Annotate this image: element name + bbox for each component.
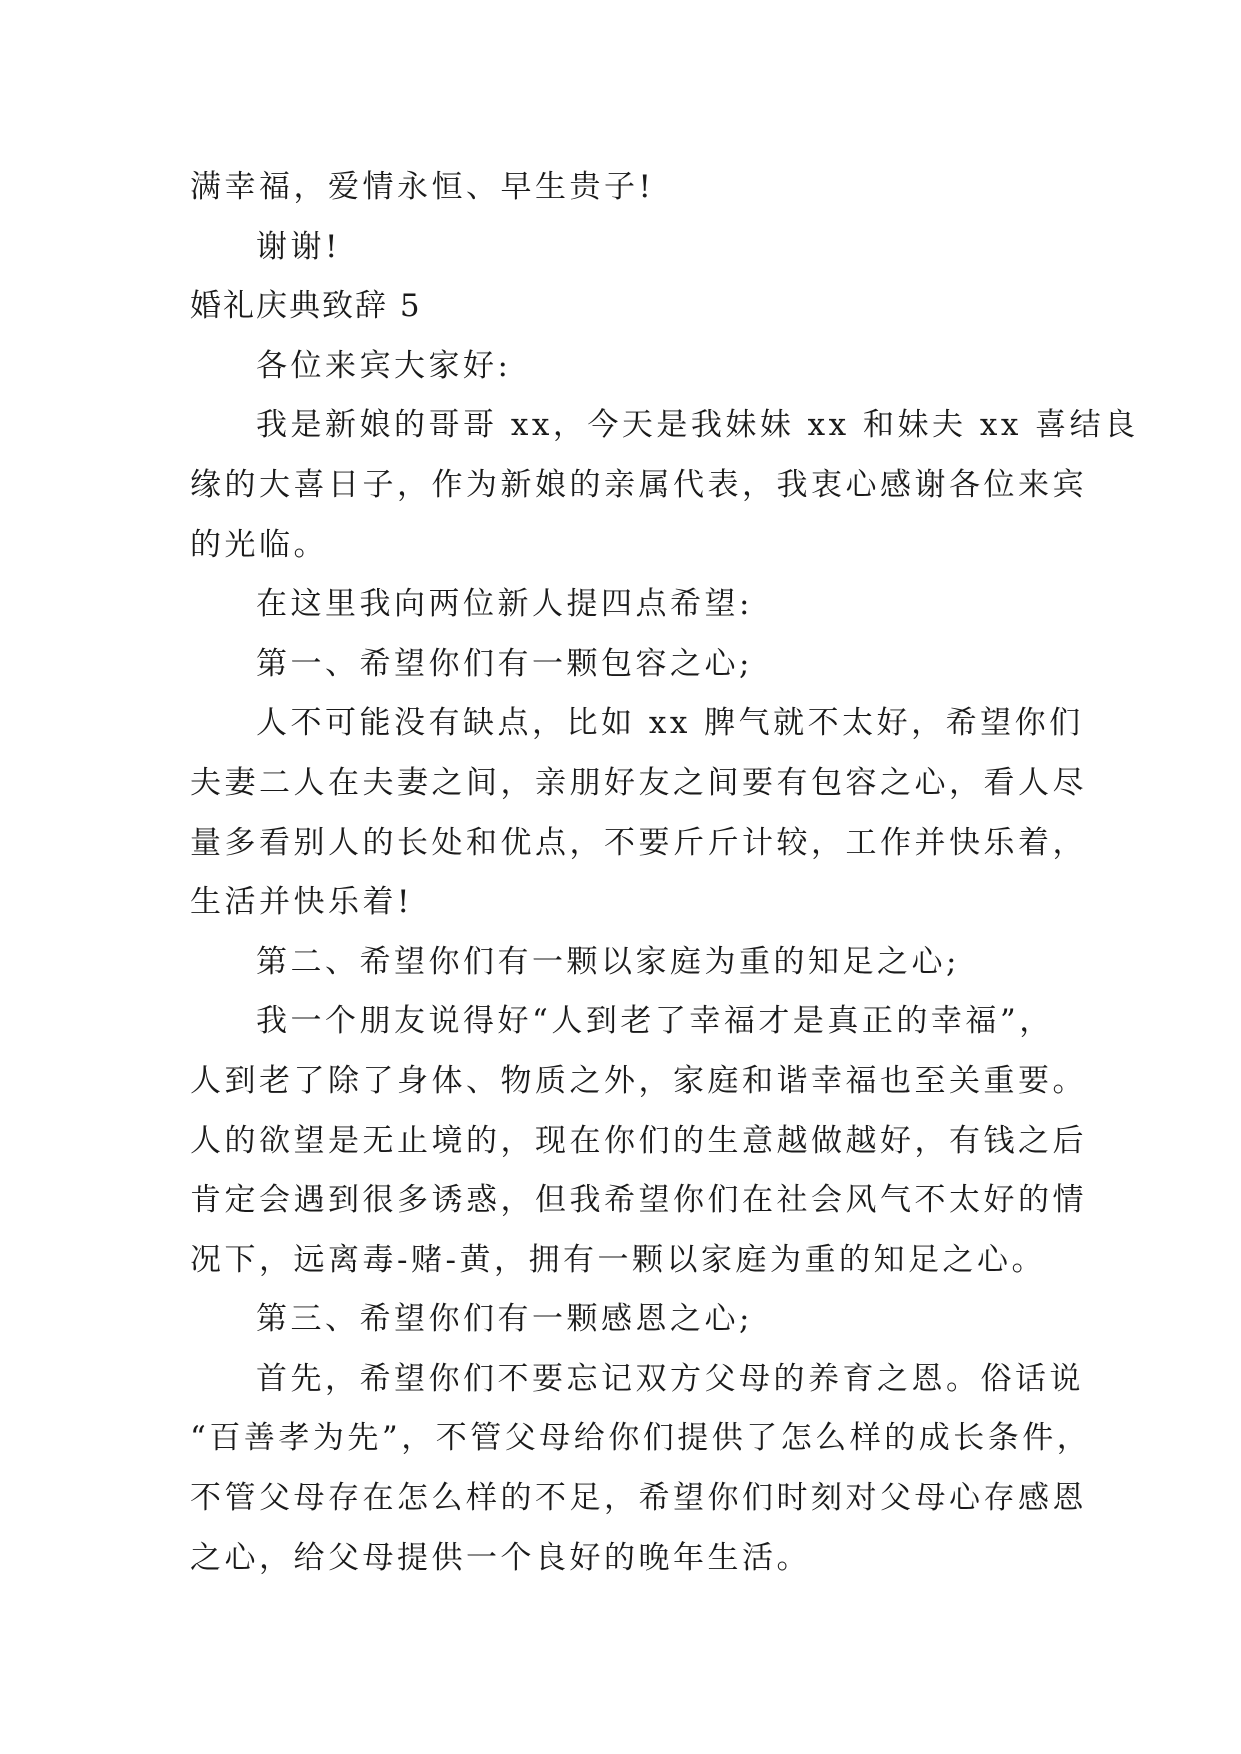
text-line: 量多看别人的长处和优点，不要斤斤计较，工作并快乐着， [190,824,1087,861]
text-line: 人到老了除了身体、物质之外，家庭和谐幸福也至关重要。 [190,1062,1087,1099]
text-line: 不管父母存在怎么样的不足，希望你们时刻对父母心存感恩 [190,1480,1087,1517]
text-line: 满幸福，爱情永恒、早生贵子! [190,169,655,205]
text-line: 第三、希望你们有一颗感恩之心; [256,1301,753,1338]
section-heading: 婚礼庆典致辞 5 [190,288,422,325]
text-line: 第一、希望你们有一颗包容之心; [256,645,753,682]
document-body [190,158,1139,1588]
text-line: 的光临。 [190,526,328,563]
text-line: 我一个朋友说得好“人到老了幸福才是真正的幸福”， [256,1003,1054,1040]
text-line: 之心，给父母提供一个良好的晚年生活。 [190,1539,811,1576]
text-line: 况下，远离毒-赌-黄，拥有一颗以家庭为重的知足之心。 [190,1241,1046,1278]
text-line: 生活并快乐着! [190,884,413,921]
text-line: 各位来宾大家好: [256,347,512,384]
text-line: 缘的大喜日子，作为新娘的亲属代表，我衷心感谢各位来宾 [190,466,1087,503]
text-line: 首先，希望你们不要忘记双方父母的养育之恩。俗话说 [256,1360,1084,1397]
text-line: 肯定会遇到很多诱惑，但我希望你们在社会风气不太好的情 [190,1182,1087,1219]
text-line: 第二、希望你们有一颗以家庭为重的知足之心; [256,943,960,980]
text-line: 谢谢! [256,228,341,265]
text-line: 人的欲望是无止境的，现在你们的生意越做越好，有钱之后 [190,1122,1087,1159]
text-line: 夫妻二人在夫妻之间，亲朋好友之间要有包容之心，看人尽 [190,764,1087,801]
text-line: 在这里我向两位新人提四点希望: [256,586,753,623]
text-line: “百善孝为先”，不管父母给你们提供了怎么样的成长条件， [190,1420,1092,1457]
text-line: 人不可能没有缺点，比如 xx 脾气就不太好，希望你们 [256,705,1084,742]
text-line: 我是新娘的哥哥 xx，今天是我妹妹 xx 和妹夫 xx 喜结良 [256,407,1139,444]
